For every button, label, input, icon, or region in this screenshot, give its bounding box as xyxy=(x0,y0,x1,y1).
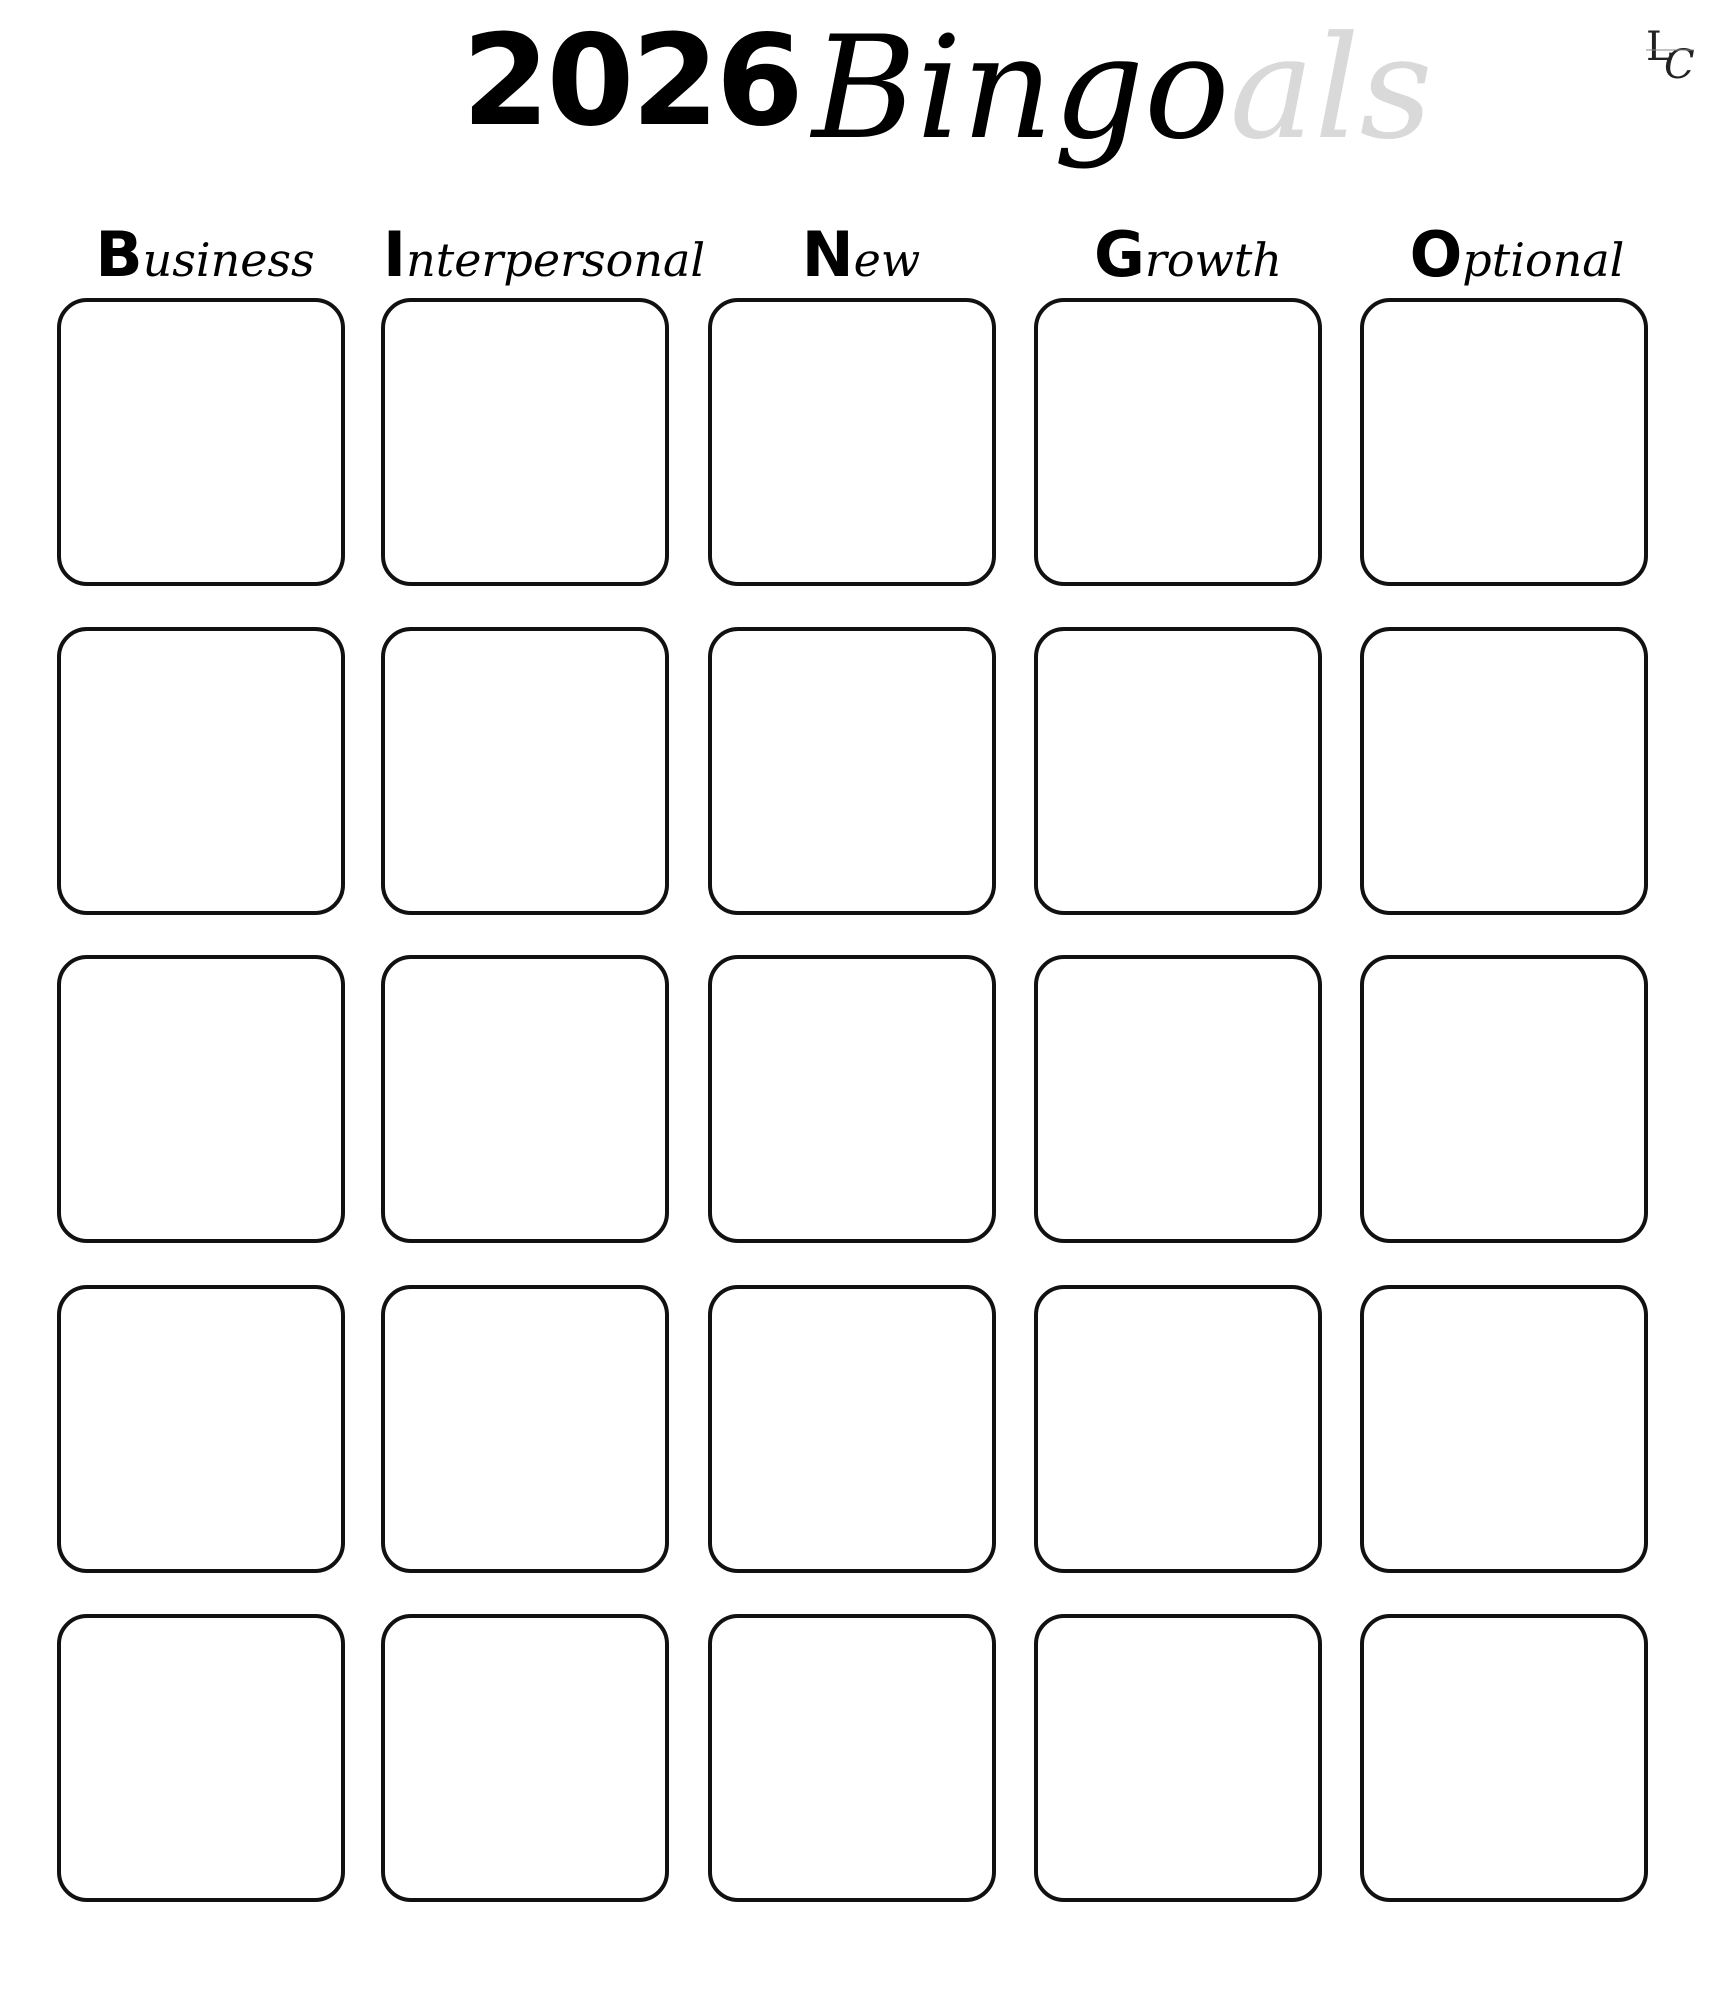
column-label: ew xyxy=(853,233,921,287)
svg-text:C: C xyxy=(1664,42,1695,84)
bingo-square[interactable] xyxy=(1034,955,1322,1243)
bingo-square[interactable] xyxy=(1360,955,1648,1243)
column-initial: O xyxy=(1409,218,1463,291)
title-script-light: als xyxy=(1229,6,1433,171)
bingo-square[interactable] xyxy=(57,627,345,915)
bingo-square[interactable] xyxy=(708,627,996,915)
bingo-square[interactable] xyxy=(1034,1614,1322,1902)
column-initial: G xyxy=(1093,218,1145,291)
bingo-square[interactable] xyxy=(1360,1614,1648,1902)
column-label: rowth xyxy=(1144,233,1283,287)
bingo-square[interactable] xyxy=(57,955,345,1243)
title-script-dark: Bingo xyxy=(812,6,1230,171)
bingo-square[interactable] xyxy=(57,298,345,586)
bingo-square[interactable] xyxy=(1360,298,1648,586)
svg-text:L: L xyxy=(1646,24,1673,70)
bingo-square[interactable] xyxy=(1360,627,1648,915)
column-initial: B xyxy=(95,218,143,291)
bingo-square[interactable] xyxy=(1034,298,1322,586)
bingo-square[interactable] xyxy=(381,1614,669,1902)
bingo-square[interactable] xyxy=(381,627,669,915)
bingo-square[interactable] xyxy=(1034,627,1322,915)
bingo-square[interactable] xyxy=(57,1614,345,1902)
bingo-square[interactable] xyxy=(708,1614,996,1902)
column-label: nterpersonal xyxy=(406,233,706,287)
column-label: usiness xyxy=(142,233,315,287)
bingo-square[interactable] xyxy=(1360,1285,1648,1573)
title-year: 2026 xyxy=(462,7,801,154)
bingo-square[interactable] xyxy=(708,298,996,586)
bingo-square[interactable] xyxy=(381,955,669,1243)
bingo-square[interactable] xyxy=(381,298,669,586)
bingo-square[interactable] xyxy=(708,1285,996,1573)
column-initial: N xyxy=(801,218,854,291)
bingo-square[interactable] xyxy=(381,1285,669,1573)
bingo-square[interactable] xyxy=(57,1285,345,1573)
column-initial: I xyxy=(383,218,407,291)
bingo-square[interactable] xyxy=(1034,1285,1322,1573)
column-label: ptional xyxy=(1462,233,1625,287)
bingo-square[interactable] xyxy=(708,955,996,1243)
